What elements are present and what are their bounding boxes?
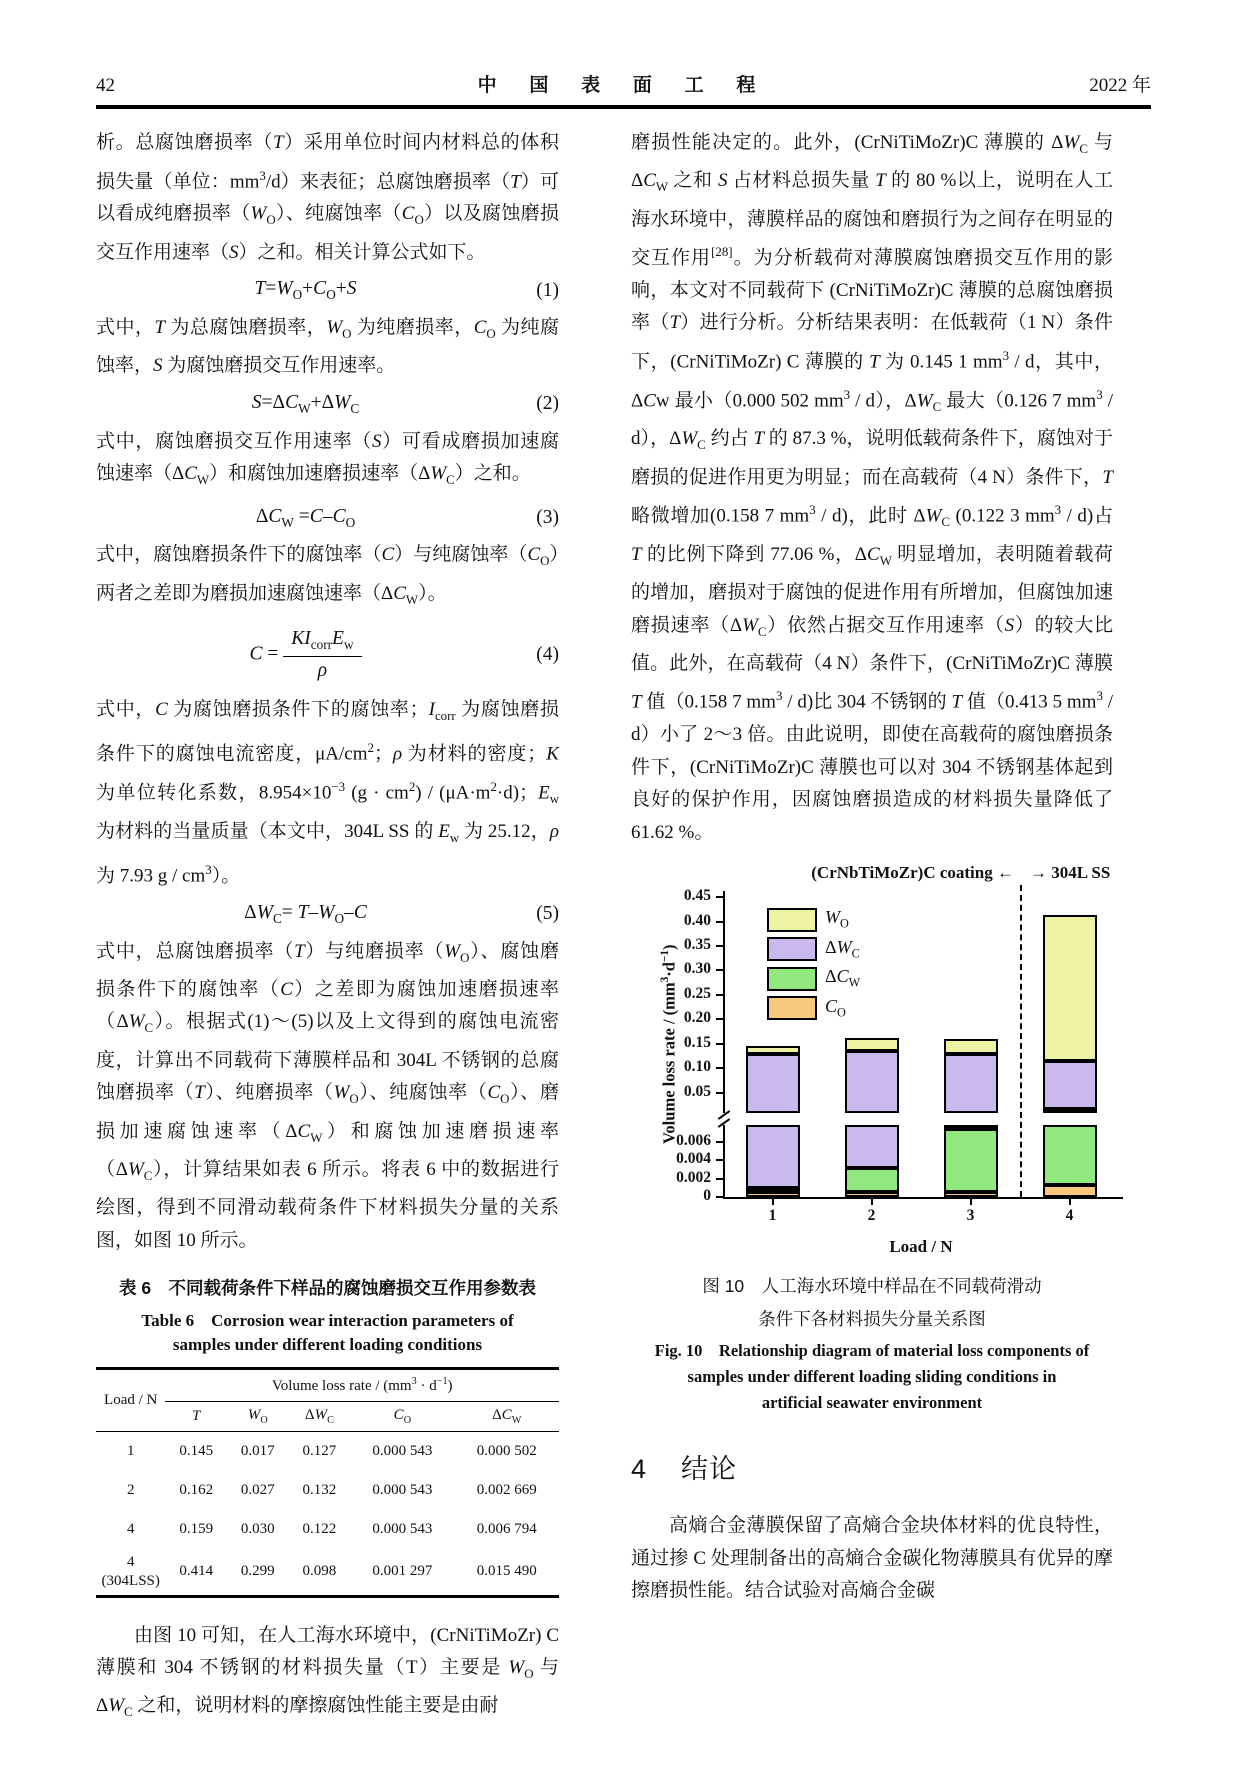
table-col-T: T — [165, 1402, 227, 1432]
y-tick — [716, 1092, 723, 1094]
cell-value: 0.000 543 — [372, 1521, 433, 1538]
coating-substrate-separator — [1020, 885, 1022, 1197]
cell-value: 0.006 794 — [476, 1521, 537, 1538]
y-tick-label: 0 — [703, 1187, 711, 1205]
x-tick — [970, 1199, 972, 1205]
table-col-CO: $C_O$ — [350, 1402, 454, 1432]
fraction-numerator: $KI_{corr}E_w$ — [283, 628, 361, 657]
right-arrow-icon: → — [1030, 863, 1047, 883]
y-tick — [716, 1159, 723, 1161]
table-title-en-line1: Table 6 Corrosion wear interaction parameters of — [141, 1311, 514, 1331]
cell-value: 0.414 — [179, 1563, 214, 1580]
x-tick-label: 4 — [1065, 1207, 1074, 1225]
axis-break-band — [721, 1113, 1123, 1125]
figure-caption-en-line1: Fig. 10 Relationship diagram of material loss components of — [654, 1341, 1090, 1361]
bar-segment-C_O — [944, 1192, 998, 1197]
equation-4 — [96, 628, 559, 682]
chart-annotation-coating: (CrNbTiMoZr)C coating ← — [811, 863, 1014, 883]
paragraph: 由图 10 可知，在人工海水环境中，(CrNiTiMoZr) C 薄膜和 304 不锈钢的材料损失量（T）主要是 $W_O$ 与 $\Delta W_C$ 之和，说明材料的摩擦腐蚀性能主要是由耐 — [96, 1624, 559, 1720]
y-tick — [716, 1018, 723, 1020]
legend-swatch-dC_W — [767, 967, 817, 991]
paragraph: 式中，C 为腐蚀磨损条件下的腐蚀率；$I_{corr}$ 为腐蚀磨损条件下的腐蚀电流密度，$\mu A/cm^2$；ρ 为材料的密度；K 为单位转化系数，$8.954\times 10^{-3}$ $(g \cdot cm^2) / (\mu A\cdot m^2\cdot d)$；$E_w$ 为材料的当量质量（本文中，304L SS 的 $E_w$ 为 25.12，ρ 为 7.93 g / $cm^3$）。 — [96, 698, 560, 887]
cell-load: 4 (304LSS) — [101, 1554, 160, 1589]
x-tick-label: 2 — [867, 1207, 876, 1225]
legend-label: $C_O$ — [825, 996, 846, 1020]
bar-segment-C_O — [845, 1192, 899, 1197]
cell-value: 0.299 — [240, 1563, 275, 1580]
legend-label: $W_O$ — [825, 907, 849, 931]
y-tick — [716, 945, 723, 947]
bar-segment-W_O — [746, 1046, 800, 1054]
y-tick — [716, 969, 723, 971]
cell-value: 0.098 — [302, 1563, 337, 1580]
y-tick-label: 0.35 — [683, 935, 711, 953]
figure-caption-zh-line1: 图 10 人工海水环境中样品在不同载荷滑动 — [702, 1276, 1042, 1297]
page-header — [96, 70, 1151, 97]
y-tick — [716, 994, 723, 996]
bar-cut-edge — [746, 1111, 800, 1113]
y-tick — [716, 1067, 723, 1069]
paragraph: 式中，腐蚀磨损交互作用速率（S）可看成磨损加速腐蚀速率$(\Delta C_W)$和腐蚀加速磨损速率$(\Delta W_C)$之和。 — [96, 430, 559, 487]
y-tick — [716, 896, 723, 898]
paragraph: 磨损性能决定的。此外，(CrNiTiMoZr)C 薄膜的 $\Delta W_C$ 与 $\Delta C_W$ 之和 S 占材料总损失量 T 的 80 %以上，说明在人工海水环境中，薄膜样品的腐蚀和磨损行为之间存在明显的交互作用[28]。为分析载荷对薄膜腐蚀磨损交互作用的影响，本文对不同载荷下 (CrNiTiMoZr)C 薄膜的总腐蚀磨损率（T）进行分析。分析结果表明：在低载荷（1 N）条件下，(CrNiTiMoZr) C 薄膜的 T 为 0.145 1 $mm^3$ / d，其中，ΔCw 最小（0.000 502 $mm^3 / d$），$\Delta W_C$ 最大（0.126 7 $mm^3 / d$），$\Delta W_C$ 约占 T 的 87.3 %，说明低载荷条件下，腐蚀对于磨损的促进作用更为明显；而在高载荷（4 N）条件下，T 略微增加(0.158 7 $mm^3 / d$)，此时 $\Delta W_C$ (0.122 3 $mm^3 / d$)占 T 的比例下降到 77.06 %，$\Delta C_W$ 明显增加，表明随着载荷的增加，磨损对于腐蚀的促进作用有所增加，但腐蚀加速磨损速率$(\Delta W_C)$依然占据交互作用速率（S）的较大比值。此外，在高载荷（4 N）条件下，(CrNiTiMoZr)C 薄膜 T 值（0.158 7 $mm^3 / d$)比 304 不锈钢的 T 值（0.413 5 $mm^3 / d$）小了 2～3 倍。由此说明，即使在高载荷的腐蚀磨损条件下，(CrNiTiMoZr)C 薄膜也可以对 304 不锈钢基体起到良好的保护作用，因腐蚀磨损造成的材料损失量降低了 61.62 %。 — [631, 132, 1114, 843]
x-axis-line — [723, 1197, 1123, 1199]
bar-segment-W_O — [1043, 915, 1097, 1061]
y-tick — [716, 1043, 723, 1045]
table-body — [96, 1432, 559, 1597]
cell-value: 0.000 543 — [372, 1443, 433, 1460]
chart-legend — [767, 907, 860, 1025]
equation-body: $\Delta C_W =C-C_O$ — [255, 505, 356, 530]
x-tick — [871, 1199, 873, 1205]
equation-2 — [96, 392, 559, 417]
paragraph: 高熵合金薄膜保留了高熵合金块体材料的优良特性，通过掺 C 处理制备出的高熵合金碳化物薄膜具有优异的摩擦磨损性能。结合试验对高熵合金碳 — [631, 1515, 1113, 1602]
bar-segment-C_O — [746, 1192, 800, 1197]
section-number: 4 — [631, 1454, 648, 1485]
equation-number: (4) — [536, 643, 559, 665]
y-tick — [716, 1141, 723, 1143]
cell-value: 0.000 502 — [476, 1443, 537, 1460]
legend-swatch-dW_C — [767, 937, 817, 961]
bar-segment-dC_W — [845, 1168, 899, 1193]
y-tick-label: 0.20 — [683, 1009, 711, 1027]
legend-item — [767, 996, 860, 1021]
bar-segment-dC_W — [746, 1188, 800, 1193]
header-rule — [96, 105, 1151, 109]
equation-body: $\Delta W_C= T-W_O-C$ — [244, 901, 367, 926]
table-col-dCW: $\Delta C_W$ — [455, 1402, 559, 1432]
y-tick-label: 0.25 — [683, 984, 711, 1002]
left-column — [96, 127, 559, 1729]
y-tick-label: 0.30 — [683, 960, 711, 978]
left-arrow-icon: ← — [997, 863, 1014, 883]
cell-value: 0.001 297 — [372, 1563, 433, 1580]
equation-lhs: C = — [249, 643, 279, 665]
legend-item — [767, 907, 860, 932]
legend-swatch-W_O — [767, 908, 817, 932]
table-6 — [96, 1367, 559, 1598]
cell-value: 0.162 — [179, 1482, 214, 1499]
equation-body: $S=\Delta C_W+\Delta W_C$ — [251, 391, 360, 416]
y-tick-label: 0.10 — [683, 1058, 711, 1076]
equation-1 — [96, 278, 559, 303]
x-tick — [772, 1199, 774, 1205]
figure-caption-zh-line2: 条件下各材料损失分量关系图 — [758, 1309, 986, 1330]
y-axis-label: Volume loss rate / $(mm^3\cdot d^{-1})$ — [658, 944, 679, 1145]
paragraph: 析。总腐蚀磨损率（T）采用单位时间内材料总的体积损失量（单位：$mm^3/d$）来表征；总腐蚀磨损率（T）可以看成纯磨损率$(W_O)$、纯腐蚀率$(C_O)$以及腐蚀磨损交互作用速率（S）之和。相关计算公式如下。 — [96, 132, 559, 263]
legend-swatch-C_O — [767, 996, 817, 1020]
legend-item — [767, 937, 860, 962]
bar-segment-W_O — [845, 1038, 899, 1051]
bar-cut-edge — [1043, 1125, 1097, 1127]
cell-value: 0.145 — [179, 1443, 214, 1460]
y-tick — [716, 1196, 723, 1198]
x-tick-label: 1 — [768, 1207, 777, 1225]
table-col-WO: $W_O$ — [227, 1402, 289, 1432]
equation-body — [96, 628, 515, 682]
equation-number: (5) — [536, 903, 559, 925]
equation-number: (3) — [536, 506, 559, 528]
legend-label: $\Delta C_W$ — [825, 966, 861, 990]
table-row — [96, 1471, 559, 1510]
y-tick-label: 0.004 — [676, 1150, 711, 1168]
fraction-denominator: ρ — [317, 659, 328, 681]
bar-segment-C_O — [1043, 1185, 1097, 1197]
equation-3 — [96, 506, 559, 531]
table-title-en-line2: samples under different loading conditions — [172, 1335, 483, 1355]
bar-segment-dC_W — [944, 1129, 998, 1192]
cell-value: 0.027 — [240, 1482, 275, 1499]
journal-title: 中 国 表 面 工 程 — [477, 75, 770, 96]
bar-cut-edge — [944, 1111, 998, 1113]
equation-5 — [96, 902, 559, 927]
legend-label: $\Delta W_C$ — [825, 936, 860, 961]
cell-value: 0.002 669 — [476, 1482, 537, 1499]
figure-10-chart — [631, 861, 1131, 1265]
table-header-load: Load / N — [96, 1369, 165, 1432]
table-row — [96, 1432, 559, 1472]
figure-caption-en-line3: artificial seawater environment — [761, 1393, 983, 1413]
cell-value: 0.017 — [240, 1443, 275, 1460]
bar-segment-dW_C — [1043, 1061, 1097, 1109]
y-tick-label: 0.006 — [676, 1131, 711, 1149]
bar-cut-edge — [944, 1125, 998, 1127]
cell-load: 1 — [126, 1443, 135, 1460]
legend-item — [767, 966, 860, 991]
fraction — [283, 628, 361, 682]
table-row — [96, 1549, 559, 1596]
bar-cut-edge — [1043, 1111, 1097, 1113]
chart-annotation-substrate: → 304L SS — [1030, 863, 1111, 883]
bar-segment-dW_C — [845, 1051, 899, 1168]
cell-value: 0.030 — [240, 1521, 275, 1538]
cell-value: 0.015 490 — [476, 1563, 537, 1580]
section-heading — [631, 1447, 1113, 1486]
equation-body: $T=W_O+C_O+S$ — [254, 278, 357, 303]
paragraph: 式中，总腐蚀磨损率（T）与纯磨损率$(W_O)$、腐蚀磨损条件下的腐蚀率（C）之差即为腐蚀加速磨损速率$(\Delta W_C)$。根据式(1)～(5)以及上文得到的腐蚀电流密度，计算出不同载荷下薄膜样品和 304L 不锈钢的总腐蚀磨损率（T）、纯磨损率$(W_O)$、纯腐蚀率$(C_O)$、磨损加速腐蚀速率$(\Delta C_W)$和腐蚀加速磨损速率$(\Delta W_C)$，计算结果如表 6 所示。将表 6 中的数据进行绘图，得到不同滑动载荷条件下材料损失分量的关系图，如图 10 所示。 — [96, 940, 560, 1251]
y-tick-label: 0.002 — [676, 1168, 711, 1186]
cell-load: 2 — [126, 1482, 135, 1499]
bar-cut-edge — [746, 1125, 800, 1127]
figure-caption-en-line2: samples under different loading sliding conditions in — [687, 1367, 1057, 1387]
y-tick-label: 0.05 — [683, 1082, 711, 1100]
right-column — [631, 127, 1113, 1729]
table-header-group: Volume loss rate / $(mm^3 \cdot d^{-1})$ — [165, 1369, 559, 1402]
equation-number: (2) — [536, 393, 559, 415]
page-number: 42 — [96, 75, 115, 96]
bar-cut-edge — [845, 1111, 899, 1113]
table-row — [96, 1510, 559, 1549]
paragraph: 式中，T 为总腐蚀磨损率，$W_O$ 为纯磨损率，$C_O$ 为纯腐蚀率，S 为腐蚀磨损交互作用速率。 — [96, 317, 559, 377]
y-tick-label: 0.40 — [683, 911, 711, 929]
paragraph: 式中，腐蚀磨损条件下的腐蚀率（C）与纯腐蚀率$(C_O)$两者之差即为磨损加速腐蚀速率$(\Delta C_W)$。 — [96, 544, 559, 607]
y-tick — [716, 1178, 723, 1180]
cell-value: 0.122 — [302, 1521, 337, 1538]
cell-value: 0.127 — [302, 1443, 337, 1460]
y-axis-line — [723, 891, 725, 1197]
section-title: 结论 — [681, 1454, 738, 1485]
equation-number: (1) — [536, 279, 559, 301]
y-tick — [716, 921, 723, 923]
bar-cut-edge — [845, 1125, 899, 1127]
x-axis-label: Load / N — [889, 1237, 953, 1257]
x-tick — [1069, 1199, 1071, 1205]
y-tick-label: 0.15 — [683, 1033, 711, 1051]
cell-load: 4 — [126, 1521, 135, 1538]
cell-value: 0.132 — [302, 1482, 337, 1499]
table-title-zh: 表 6 不同载荷条件下样品的腐蚀磨损交互作用参数表 — [118, 1278, 537, 1299]
bar-segment-W_O — [944, 1039, 998, 1054]
header-year: 2022 年 — [1089, 75, 1151, 96]
y-tick-label: 0.45 — [683, 887, 711, 905]
table-col-dWC: $\Delta W_C$ — [289, 1402, 351, 1432]
cell-value: 0.000 543 — [372, 1482, 433, 1499]
cell-value: 0.159 — [179, 1521, 214, 1538]
x-tick-label: 3 — [966, 1207, 975, 1225]
